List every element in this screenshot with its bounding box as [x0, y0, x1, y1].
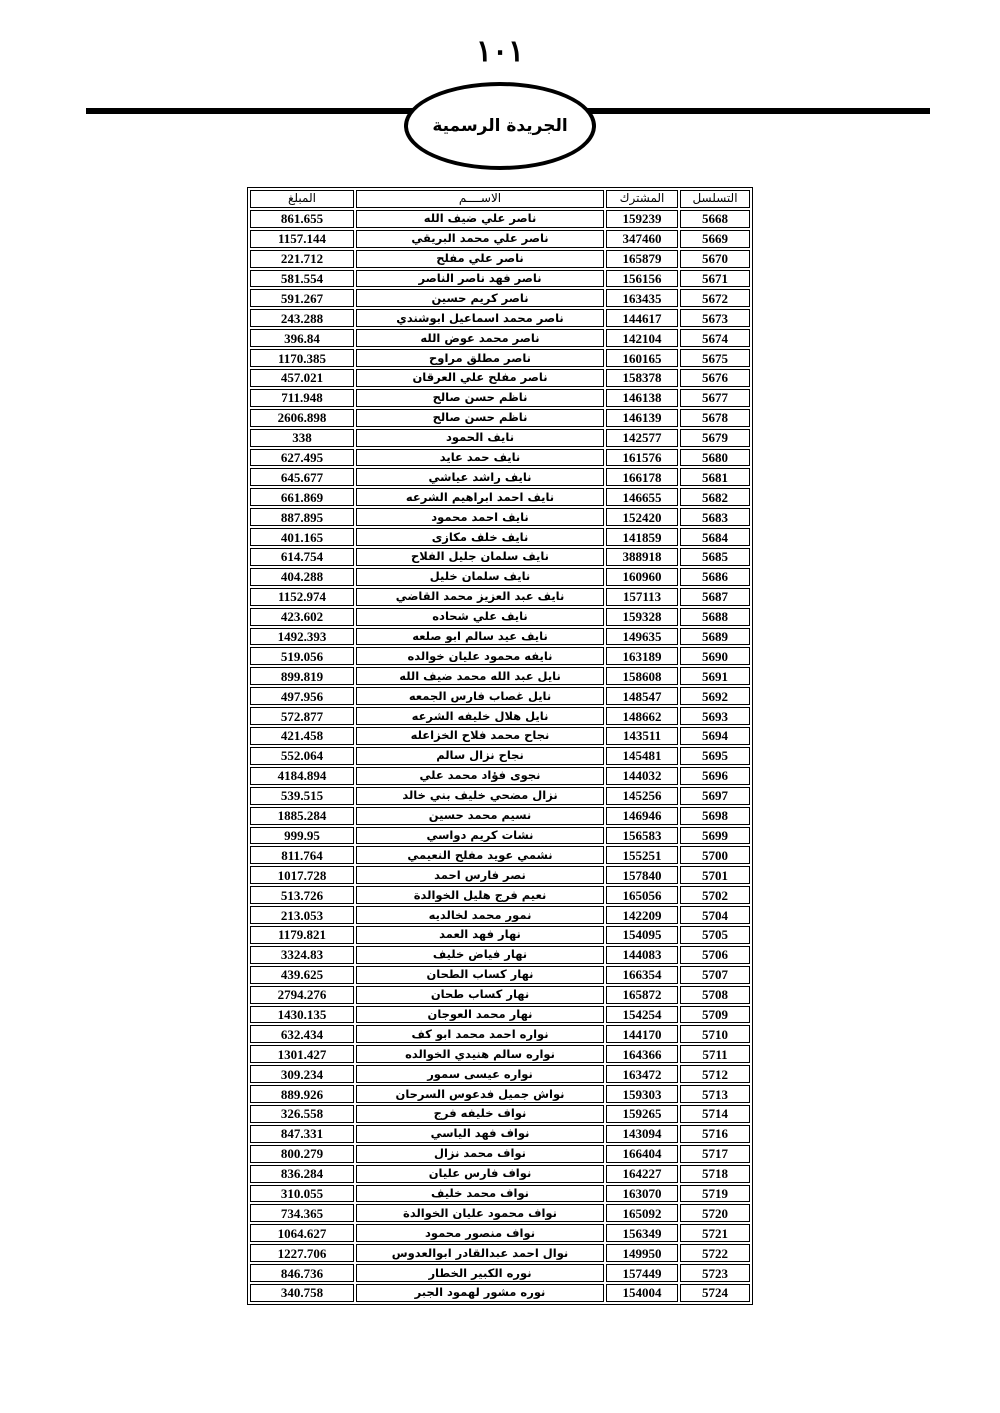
- amount-cell: 861.655: [250, 210, 354, 228]
- table-row: [250, 827, 750, 845]
- serial-cell: 5675: [680, 349, 750, 367]
- subscriber-cell: 156156: [606, 270, 678, 288]
- subscriber-cell: 161576: [606, 449, 678, 467]
- name-cell: نواف محمد نزال: [356, 1145, 604, 1163]
- serial-cell: 5673: [680, 309, 750, 327]
- subscriber-cell: 143511: [606, 727, 678, 745]
- serial-cell: 5694: [680, 727, 750, 745]
- amount-cell: 309.234: [250, 1065, 354, 1083]
- amount-cell: 581.554: [250, 270, 354, 288]
- name-cell: نجوى فؤاد محمد علي: [356, 767, 604, 785]
- column-header-serial: التسلسل: [680, 190, 750, 208]
- name-cell: نايف حمد عايد: [356, 449, 604, 467]
- name-cell: نواف منصور محمود: [356, 1224, 604, 1242]
- amount-cell: 846.736: [250, 1264, 354, 1282]
- table-row: [250, 1065, 750, 1083]
- name-cell: ناصر علي مفلح: [356, 250, 604, 268]
- subscriber-cell: 142577: [606, 429, 678, 447]
- subscriber-cell: 166178: [606, 468, 678, 486]
- table-header-row: [250, 190, 750, 208]
- serial-cell: 5709: [680, 1006, 750, 1024]
- name-cell: نايل هلال خليفه الشرعه: [356, 707, 604, 725]
- table-row: [250, 468, 750, 486]
- serial-cell: 5688: [680, 608, 750, 626]
- amount-cell: 4184.894: [250, 767, 354, 785]
- subscriber-cell: 388918: [606, 548, 678, 566]
- amount-cell: 1227.706: [250, 1244, 354, 1262]
- serial-cell: 5682: [680, 488, 750, 506]
- amount-cell: 421.458: [250, 727, 354, 745]
- amount-cell: 1170.385: [250, 349, 354, 367]
- table-row: [250, 767, 750, 785]
- name-cell: ناصر محمد عوض الله: [356, 329, 604, 347]
- subscriber-cell: 160960: [606, 568, 678, 586]
- amount-cell: 1152.974: [250, 588, 354, 606]
- table-row: [250, 747, 750, 765]
- serial-cell: 5699: [680, 827, 750, 845]
- serial-cell: 5669: [680, 230, 750, 248]
- table-row: [250, 1224, 750, 1242]
- table-row: [250, 429, 750, 447]
- name-cell: نعيم فرج هليل الخوالدة: [356, 886, 604, 904]
- subscriber-cell: 163070: [606, 1185, 678, 1203]
- serial-cell: 5672: [680, 289, 750, 307]
- amount-cell: 3324.83: [250, 946, 354, 964]
- amount-cell: 1064.627: [250, 1224, 354, 1242]
- table-body: [250, 210, 750, 1302]
- name-cell: نايف سلمان خليل: [356, 568, 604, 586]
- subscriber-cell: 166354: [606, 966, 678, 984]
- name-cell: ناصر محمد اسماعيل ابوشندي: [356, 309, 604, 327]
- serial-cell: 5668: [680, 210, 750, 228]
- table-row: [250, 946, 750, 964]
- amount-cell: 213.053: [250, 906, 354, 924]
- table-row: [250, 906, 750, 924]
- subscriber-cell: 163472: [606, 1065, 678, 1083]
- serial-cell: 5678: [680, 409, 750, 427]
- subscriber-cell: 347460: [606, 230, 678, 248]
- name-cell: نواف محمود عليان الخوالدة: [356, 1204, 604, 1222]
- serial-cell: 5701: [680, 866, 750, 884]
- amount-cell: 1301.427: [250, 1045, 354, 1063]
- serial-cell: 5723: [680, 1264, 750, 1282]
- subscriber-cell: 154095: [606, 926, 678, 944]
- table-row: [250, 687, 750, 705]
- amount-cell: 711.948: [250, 389, 354, 407]
- serial-cell: 5684: [680, 528, 750, 546]
- subscribers-table-wrap: [247, 187, 753, 1305]
- table-row: [250, 807, 750, 825]
- subscriber-cell: 146655: [606, 488, 678, 506]
- table-row: [250, 1264, 750, 1282]
- serial-cell: 5706: [680, 946, 750, 964]
- serial-cell: 5689: [680, 628, 750, 646]
- subscriber-cell: 144032: [606, 767, 678, 785]
- subscribers-table: [247, 187, 753, 1305]
- serial-cell: 5698: [680, 807, 750, 825]
- subscriber-cell: 148662: [606, 707, 678, 725]
- table-row: [250, 986, 750, 1004]
- table-row: [250, 647, 750, 665]
- serial-cell: 5720: [680, 1204, 750, 1222]
- subscriber-cell: 146946: [606, 807, 678, 825]
- subscriber-cell: 164227: [606, 1165, 678, 1183]
- amount-cell: 404.288: [250, 568, 354, 586]
- name-cell: نايف عبد العزيز محمد القاضي: [356, 588, 604, 606]
- name-cell: نايف سلمان جليل الفلاح: [356, 548, 604, 566]
- name-cell: نايف احمد ابراهيم الشرعه: [356, 488, 604, 506]
- serial-cell: 5708: [680, 986, 750, 1004]
- amount-cell: 836.284: [250, 1165, 354, 1183]
- amount-cell: 552.064: [250, 747, 354, 765]
- serial-cell: 5695: [680, 747, 750, 765]
- table-row: [250, 210, 750, 228]
- column-header-name: الاســــم: [356, 190, 604, 208]
- amount-cell: 423.602: [250, 608, 354, 626]
- table-row: [250, 1085, 750, 1103]
- amount-cell: 539.515: [250, 787, 354, 805]
- name-cell: نواف محمد خليف: [356, 1185, 604, 1203]
- serial-cell: 5677: [680, 389, 750, 407]
- subscriber-cell: 142104: [606, 329, 678, 347]
- name-cell: نايف احمد محمود: [356, 508, 604, 526]
- subscriber-cell: 166404: [606, 1145, 678, 1163]
- serial-cell: 5704: [680, 906, 750, 924]
- name-cell: نهار كساب الطحان: [356, 966, 604, 984]
- name-cell: نواش جميل فدعوس السرحان: [356, 1085, 604, 1103]
- serial-cell: 5680: [680, 449, 750, 467]
- amount-cell: 497.956: [250, 687, 354, 705]
- table-row: [250, 369, 750, 387]
- table-row: [250, 1204, 750, 1222]
- serial-cell: 5670: [680, 250, 750, 268]
- serial-cell: 5685: [680, 548, 750, 566]
- table-row: [250, 289, 750, 307]
- amount-cell: 340.758: [250, 1284, 354, 1302]
- amount-cell: 396.84: [250, 329, 354, 347]
- subscriber-cell: 149950: [606, 1244, 678, 1262]
- amount-cell: 800.279: [250, 1145, 354, 1163]
- name-cell: نهار محمد العوجان: [356, 1006, 604, 1024]
- amount-cell: 645.677: [250, 468, 354, 486]
- table-row: [250, 409, 750, 427]
- serial-cell: 5713: [680, 1085, 750, 1103]
- subscriber-cell: 159328: [606, 608, 678, 626]
- amount-cell: 1430.135: [250, 1006, 354, 1024]
- serial-cell: 5683: [680, 508, 750, 526]
- name-cell: نهار فهد العمد: [356, 926, 604, 944]
- name-cell: نايل غصاب فارس الجمعه: [356, 687, 604, 705]
- subscriber-cell: 146139: [606, 409, 678, 427]
- name-cell: نواره سالم هنيدي الخوالده: [356, 1045, 604, 1063]
- subscriber-cell: 159265: [606, 1105, 678, 1123]
- serial-cell: 5712: [680, 1065, 750, 1083]
- serial-cell: 5705: [680, 926, 750, 944]
- serial-cell: 5707: [680, 966, 750, 984]
- page-number: ١٠١: [475, 34, 525, 69]
- subscriber-cell: 154004: [606, 1284, 678, 1302]
- name-cell: نايف خلف مكازى: [356, 528, 604, 546]
- subscriber-cell: 158608: [606, 667, 678, 685]
- amount-cell: 614.754: [250, 548, 354, 566]
- subscriber-cell: 144083: [606, 946, 678, 964]
- name-cell: ناصر كريم حسين: [356, 289, 604, 307]
- table-row: [250, 270, 750, 288]
- serial-cell: 5697: [680, 787, 750, 805]
- subscriber-cell: 157449: [606, 1264, 678, 1282]
- column-header-subscriber: المشترك: [606, 190, 678, 208]
- serial-cell: 5676: [680, 369, 750, 387]
- amount-cell: 572.877: [250, 707, 354, 725]
- name-cell: نوال احمد عبدالقادر ابوالعدوس: [356, 1244, 604, 1262]
- table-row: [250, 628, 750, 646]
- name-cell: نوره الكبير الخطار: [356, 1264, 604, 1282]
- subscriber-cell: 165056: [606, 886, 678, 904]
- table-row: [250, 787, 750, 805]
- amount-cell: 847.331: [250, 1125, 354, 1143]
- subscriber-cell: 157840: [606, 866, 678, 884]
- amount-cell: 591.267: [250, 289, 354, 307]
- subscriber-cell: 145256: [606, 787, 678, 805]
- name-cell: نايف الحمود: [356, 429, 604, 447]
- name-cell: ناصر علي ضيف الله: [356, 210, 604, 228]
- serial-cell: 5691: [680, 667, 750, 685]
- name-cell: نوره مشور لهمود الجبر: [356, 1284, 604, 1302]
- amount-cell: 243.288: [250, 309, 354, 327]
- name-cell: نمور محمد لخالديه: [356, 906, 604, 924]
- subscriber-cell: 142209: [606, 906, 678, 924]
- amount-cell: 221.712: [250, 250, 354, 268]
- table-row: [250, 966, 750, 984]
- table-row: [250, 548, 750, 566]
- amount-cell: 310.055: [250, 1185, 354, 1203]
- table-row: [250, 727, 750, 745]
- subscriber-cell: 165872: [606, 986, 678, 1004]
- name-cell: نايفه محمود عليان خوالده: [356, 647, 604, 665]
- name-cell: نايف راشد عياشي: [356, 468, 604, 486]
- amount-cell: 899.819: [250, 667, 354, 685]
- table-row: [250, 1165, 750, 1183]
- serial-cell: 5710: [680, 1025, 750, 1043]
- table-row: [250, 1125, 750, 1143]
- serial-cell: 5681: [680, 468, 750, 486]
- amount-cell: 632.434: [250, 1025, 354, 1043]
- name-cell: ناظم حسن صالح: [356, 409, 604, 427]
- table-row: [250, 1145, 750, 1163]
- name-cell: نجاح نزال سالم: [356, 747, 604, 765]
- serial-cell: 5671: [680, 270, 750, 288]
- serial-cell: 5724: [680, 1284, 750, 1302]
- subscriber-cell: 145481: [606, 747, 678, 765]
- name-cell: نايل عبد الله محمد ضيف الله: [356, 667, 604, 685]
- gazette-title: الجريدة الرسمية: [432, 116, 568, 136]
- subscriber-cell: 159239: [606, 210, 678, 228]
- subscriber-cell: 160165: [606, 349, 678, 367]
- subscriber-cell: 163435: [606, 289, 678, 307]
- amount-cell: 326.558: [250, 1105, 354, 1123]
- name-cell: نايف عيد سالم ابو صلعه: [356, 628, 604, 646]
- column-header-amount: المبلغ: [250, 190, 354, 208]
- table-row: [250, 707, 750, 725]
- serial-cell: 5716: [680, 1125, 750, 1143]
- table-row: [250, 349, 750, 367]
- name-cell: نهار كساب طحان: [356, 986, 604, 1004]
- amount-cell: 338: [250, 429, 354, 447]
- table-row: [250, 608, 750, 626]
- name-cell: نسيم محمد حسين: [356, 807, 604, 825]
- amount-cell: 1885.284: [250, 807, 354, 825]
- subscriber-cell: 155251: [606, 846, 678, 864]
- table-row: [250, 230, 750, 248]
- serial-cell: 5719: [680, 1185, 750, 1203]
- subscriber-cell: 148547: [606, 687, 678, 705]
- amount-cell: 811.764: [250, 846, 354, 864]
- serial-cell: 5721: [680, 1224, 750, 1242]
- gazette-title-ellipse: [404, 82, 596, 170]
- serial-cell: 5718: [680, 1165, 750, 1183]
- amount-cell: 513.726: [250, 886, 354, 904]
- table-row: [250, 309, 750, 327]
- table-row: [250, 1105, 750, 1123]
- amount-cell: 999.95: [250, 827, 354, 845]
- subscriber-cell: 158378: [606, 369, 678, 387]
- table-row: [250, 508, 750, 526]
- name-cell: ناصر علي محمد البريقي: [356, 230, 604, 248]
- table-row: [250, 846, 750, 864]
- amount-cell: 627.495: [250, 449, 354, 467]
- name-cell: ناصر مطلق مراوح: [356, 349, 604, 367]
- table-row: [250, 588, 750, 606]
- subscriber-cell: 164366: [606, 1045, 678, 1063]
- amount-cell: 1179.821: [250, 926, 354, 944]
- amount-cell: 734.365: [250, 1204, 354, 1222]
- serial-cell: 5674: [680, 329, 750, 347]
- subscriber-cell: 144617: [606, 309, 678, 327]
- serial-cell: 5686: [680, 568, 750, 586]
- name-cell: نواف خليفه فرج: [356, 1105, 604, 1123]
- subscriber-cell: 141859: [606, 528, 678, 546]
- name-cell: نزال مضحي خليف بني خالد: [356, 787, 604, 805]
- name-cell: نشمي عويد مفلح النعيمي: [356, 846, 604, 864]
- name-cell: نجاح محمد فلاح الخزاعله: [356, 727, 604, 745]
- subscriber-cell: 156583: [606, 827, 678, 845]
- serial-cell: 5692: [680, 687, 750, 705]
- amount-cell: 1492.393: [250, 628, 354, 646]
- subscriber-cell: 159303: [606, 1085, 678, 1103]
- serial-cell: 5711: [680, 1045, 750, 1063]
- table-row: [250, 389, 750, 407]
- amount-cell: 2606.898: [250, 409, 354, 427]
- name-cell: ناصر مفلح علي العرقان: [356, 369, 604, 387]
- table-row: [250, 667, 750, 685]
- name-cell: نشات كريم دواسي: [356, 827, 604, 845]
- amount-cell: 889.926: [250, 1085, 354, 1103]
- name-cell: نواف فهد الياسي: [356, 1125, 604, 1143]
- subscriber-cell: 152420: [606, 508, 678, 526]
- amount-cell: 887.895: [250, 508, 354, 526]
- subscriber-cell: 146138: [606, 389, 678, 407]
- subscriber-cell: 149635: [606, 628, 678, 646]
- subscriber-cell: 143094: [606, 1125, 678, 1143]
- table-row: [250, 1006, 750, 1024]
- amount-cell: 1017.728: [250, 866, 354, 884]
- serial-cell: 5717: [680, 1145, 750, 1163]
- subscriber-cell: 163189: [606, 647, 678, 665]
- serial-cell: 5690: [680, 647, 750, 665]
- table-row: [250, 1185, 750, 1203]
- subscriber-cell: 144170: [606, 1025, 678, 1043]
- name-cell: نواره عيسى سمور: [356, 1065, 604, 1083]
- table-row: [250, 866, 750, 884]
- table-row: [250, 1045, 750, 1063]
- serial-cell: 5714: [680, 1105, 750, 1123]
- serial-cell: 5696: [680, 767, 750, 785]
- serial-cell: 5679: [680, 429, 750, 447]
- name-cell: ناصر فهد ناصر الناصر: [356, 270, 604, 288]
- amount-cell: 401.165: [250, 528, 354, 546]
- subscriber-cell: 157113: [606, 588, 678, 606]
- name-cell: نايف علي شحاده: [356, 608, 604, 626]
- amount-cell: 661.869: [250, 488, 354, 506]
- table-row: [250, 1244, 750, 1262]
- subscriber-cell: 154254: [606, 1006, 678, 1024]
- serial-cell: 5702: [680, 886, 750, 904]
- name-cell: نصر فارس احمد: [356, 866, 604, 884]
- amount-cell: 457.021: [250, 369, 354, 387]
- serial-cell: 5687: [680, 588, 750, 606]
- table-row: [250, 568, 750, 586]
- name-cell: ناظم حسن صالح: [356, 389, 604, 407]
- name-cell: نهار فياض خليف: [356, 946, 604, 964]
- subscriber-cell: 165879: [606, 250, 678, 268]
- amount-cell: 519.056: [250, 647, 354, 665]
- amount-cell: 1157.144: [250, 230, 354, 248]
- amount-cell: 2794.276: [250, 986, 354, 1004]
- table-row: [250, 449, 750, 467]
- serial-cell: 5693: [680, 707, 750, 725]
- table-row: [250, 329, 750, 347]
- amount-cell: 439.625: [250, 966, 354, 984]
- subscriber-cell: 165092: [606, 1204, 678, 1222]
- table-row: [250, 886, 750, 904]
- name-cell: نواره احمد محمد ابو كف: [356, 1025, 604, 1043]
- table-row: [250, 488, 750, 506]
- table-row: [250, 1025, 750, 1043]
- serial-cell: 5722: [680, 1244, 750, 1262]
- name-cell: نواف فارس عليان: [356, 1165, 604, 1183]
- table-row: [250, 250, 750, 268]
- table-row: [250, 926, 750, 944]
- table-row: [250, 1284, 750, 1302]
- subscriber-cell: 156349: [606, 1224, 678, 1242]
- table-row: [250, 528, 750, 546]
- serial-cell: 5700: [680, 846, 750, 864]
